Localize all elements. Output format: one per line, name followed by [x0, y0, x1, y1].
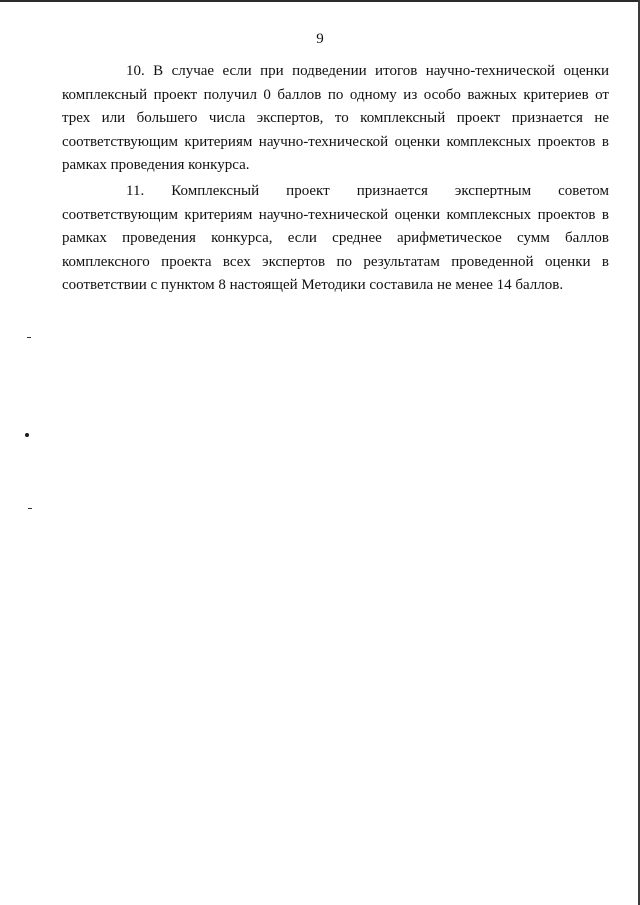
paragraph-10: [62, 60, 609, 178]
page-number: 9: [316, 31, 324, 47]
paragraph-10-number: 10.: [126, 63, 145, 79]
paragraph-11: [62, 180, 609, 298]
scan-speck: [27, 337, 31, 338]
paragraph-11-text: Комплексный проект признается экспертным советом соответствующим критериям научно-технической оценки комплексных проектов в рамках проведения конкурса, если среднее арифметическое сумм баллов комплексного проекта всех экспертов по результатам проведенной оценки в соответствии с пунктом 8 настоящей Методики составила не менее 14 баллов.: [62, 183, 609, 293]
paragraph-10-text: В случае если при подведении итогов научно-технической оценки комплексный проект получил 0 баллов по одному из особо важных критериев от трех или большего числа экспертов, то комплексный проект признается не соответствующим критериям научно-технической оценки комплексных проектов в рамках проведения конкурса.: [62, 63, 610, 173]
paragraph-11-number: 11.: [126, 183, 145, 199]
scan-speck: [28, 508, 32, 509]
scan-edge-top: [0, 0, 640, 2]
scan-speck: [25, 433, 29, 437]
